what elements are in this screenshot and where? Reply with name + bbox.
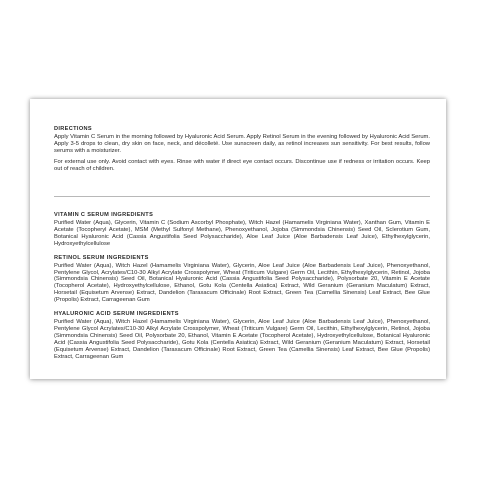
section-divider [54, 196, 430, 197]
retinol-ingredients-section [54, 255, 430, 304]
vitamin-c-ingredients-text: Purified Water (Aqua), Glycerin, Vitamin C (Sodium Ascorbyl Phosphate), Witch Hazel (Hamamelis Virginiana Water), Xanthan Gum, Vitamin E Acetate (Tocopheryl Acetate), MSM (Methyl Sulfonyl Methane), Phenoxyethanol, Jojoba (Simmondsia Chinensis) Seed Oil, Sclerotium Gum, Botanical Hyaluronic Acid (Cassia Angustifolia Seed Polysaccharide), Aloe Leaf Juice (Aloe Barbadensis Leaf Juice), Ethylhexylglycerin, Hydroxyethylcellulose [54, 220, 430, 247]
warnings-paragraph: For external use only. Avoid contact with eyes. Rinse with water if direct eye contact occurs. Discontinue use if redness or irritation occurs. Keep out of reach of children. [54, 158, 430, 172]
hyaluronic-acid-ingredients-section [54, 311, 430, 360]
directions-paragraph: Apply Vitamin C Serum in the morning followed by Hyaluronic Acid Serum. Apply Retinol Serum in the evening followed by Hyaluronic Acid Serum. Apply 3-5 drops to clean, dry skin on face, neck, and décolleté. Use sunscreen daily, as retinol increases sun sensitivity. For best results, follow serums with a moisturizer. [54, 134, 430, 154]
hyaluronic-acid-ingredients-heading: HYALURONIC ACID SERUM INGREDIENTS [54, 311, 179, 318]
hyaluronic-acid-ingredients-text: Purified Water (Aqua), Witch Hazel (Hamamelis Virginiana Water), Glycerin, Aloe Leaf Juice (Aloe Barbadensis Leaf Juice), Phenoxyethanol, Pentylene Glycol Acrylates/C10-30 Alkyl Acrylate Crosspolymer, Wheat (Triticum Vulgare) Germ Oil, Lecithin, Ethylhexylglycerin, Retinol, Jojoba (Simmondsia Chinensis) Seed Oil, Polysorbate 20, Ethanol, Vitamin E Acetate (Tocopherol Acetate), Hydroxyethylcellulose, Botanical Hyaluronic Acid (Cassia Angustifolia Seed Polysaccharide), Gotu Kola (Centella Asiatica) Extract, Wild Geranium (Geranium Maculatum) Extract, Horsetail (Equisetum Arvense) Extract, Dandelion (Taraxacum Officinale) Root Extract, Green Tea (Camellia Sinensis) Leaf Extract, Bee Glue (Propolis) Extract, Carrageenan Gum [54, 319, 430, 360]
vitamin-c-ingredients-heading: VITAMIN C SERUM INGREDIENTS [54, 212, 154, 218]
retinol-ingredients-heading: RETINOL SERUM INGREDIENTS [54, 254, 149, 261]
directions-section [54, 126, 430, 173]
label-card [30, 99, 446, 379]
retinol-ingredients-text: Purified Water (Aqua), Witch Hazel (Hamamelis Virginiana Water), Glycerin, Aloe Leaf Juice (Aloe Barbadensis Leaf Juice), Phenoxyethanol, Pentylene Glycol, Acrylates/C10-30 Alkyl Acrylate Crosspolymer, Wheat (Triticum Vulgare) Germ Oil, Lecithin, Ethylhexylglycerin, Retinol, Jojoba (Simmondsia Chinensis) Seed Oil, Botanical Hyaluronic Acid (Cassia Angustifolia Seed Polysaccharide), Polysorbate 20, Vitamin E Acetate (Tocopherol Acetate), Hydroxyethylcellulose, Ethanol, Gotu Kola (Centella Asiatica) Extract, Wild Geranium (Geranium Maculatum) Extract, Horsetail (Equisetum Arvense) Extract, Dandelion (Taraxacum Officinale) Root Extract, Green Tea (Camellia Sinensis) Leaf Extract, Bee Glue (Propolis) Extract, Carrageenan Gum [54, 262, 430, 304]
vitamin-c-ingredients-section [54, 212, 430, 248]
directions-heading: DIRECTIONS [54, 126, 92, 132]
ingredients-block [54, 212, 430, 368]
